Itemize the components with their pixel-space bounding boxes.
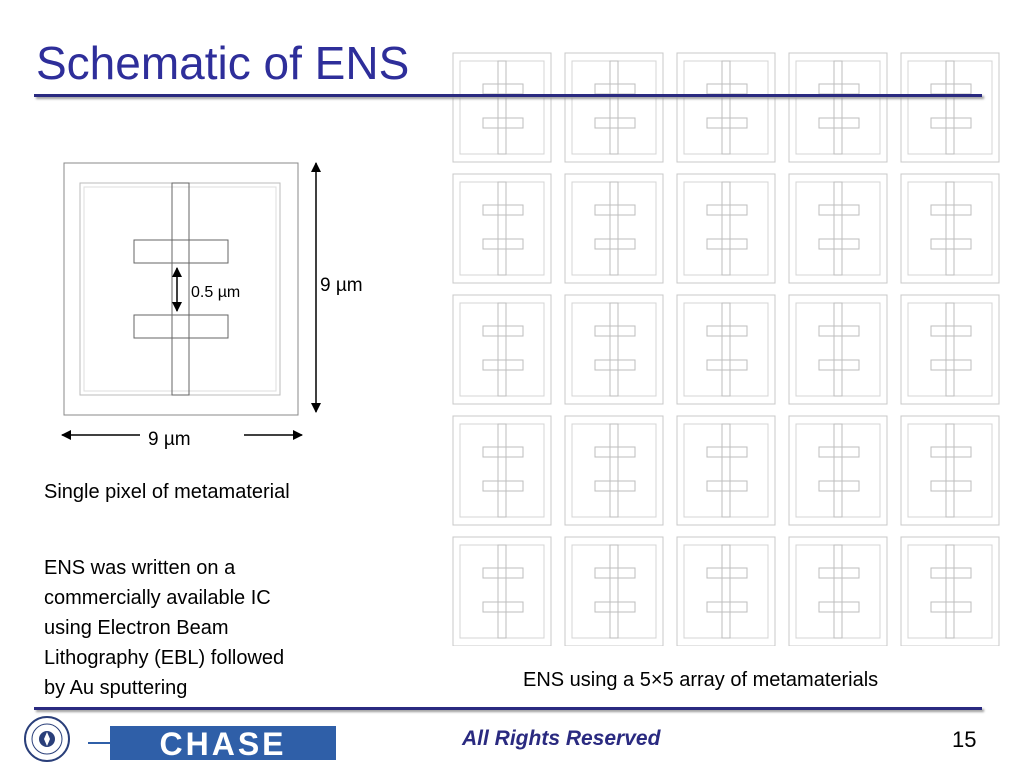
pixel-lower-bar bbox=[134, 315, 228, 338]
array-cell bbox=[565, 53, 663, 162]
array-caption: ENS using a 5×5 array of metamaterials bbox=[523, 669, 879, 691]
pixel-vertical-strip bbox=[172, 183, 189, 395]
ens-description-line: using Electron Beam bbox=[44, 617, 229, 639]
ens-description-line: ENS was written on a bbox=[44, 557, 236, 579]
array-cell bbox=[789, 416, 887, 525]
array-cell bbox=[901, 174, 999, 283]
array-cell bbox=[565, 416, 663, 525]
array-cell bbox=[565, 537, 663, 646]
array-cell bbox=[789, 174, 887, 283]
array-cell bbox=[789, 295, 887, 404]
array-cell bbox=[453, 53, 551, 162]
single-pixel-caption: Single pixel of metamaterial bbox=[44, 481, 290, 503]
array-cell bbox=[901, 537, 999, 646]
array-cell bbox=[789, 53, 887, 162]
array-cell bbox=[677, 416, 775, 525]
ens-description-line: commercially available IC bbox=[44, 587, 271, 609]
pixel-upper-bar bbox=[134, 240, 228, 263]
uconn-seal-logo bbox=[24, 716, 70, 762]
ens-description-line: Lithography (EBL) followed bbox=[44, 647, 285, 669]
footer-rule bbox=[34, 707, 982, 710]
array-cell bbox=[677, 53, 775, 162]
pixel-inner-frame bbox=[80, 183, 280, 395]
rights-text: All Rights Reserved bbox=[462, 727, 661, 750]
array-cell bbox=[565, 295, 663, 404]
array-cell bbox=[453, 537, 551, 646]
chase-logo bbox=[88, 726, 336, 760]
chase-logo-text: CHASE bbox=[159, 726, 287, 760]
page-number: 15 bbox=[952, 727, 977, 752]
height-label: 9 µm bbox=[320, 275, 363, 296]
array-cell bbox=[901, 295, 999, 404]
array-cell bbox=[677, 295, 775, 404]
array-cell bbox=[453, 174, 551, 283]
array-cell bbox=[789, 537, 887, 646]
title-rule bbox=[34, 94, 982, 97]
array-cell bbox=[453, 416, 551, 525]
gap-label: 0.5 µm bbox=[191, 284, 241, 301]
ens-description bbox=[44, 553, 284, 703]
pixel-outer-frame bbox=[64, 163, 298, 415]
width-label: 9 µm bbox=[148, 429, 191, 450]
array-cell bbox=[453, 295, 551, 404]
array-cell bbox=[901, 416, 999, 525]
ens-description-line: by Au sputtering bbox=[44, 677, 188, 699]
metamaterial-array bbox=[452, 52, 1004, 646]
array-cell bbox=[677, 537, 775, 646]
array-cell bbox=[901, 53, 999, 162]
page-title: Schematic of ENS bbox=[36, 37, 410, 89]
array-cell bbox=[677, 174, 775, 283]
single-pixel-schematic bbox=[30, 150, 430, 460]
array-cell bbox=[565, 174, 663, 283]
